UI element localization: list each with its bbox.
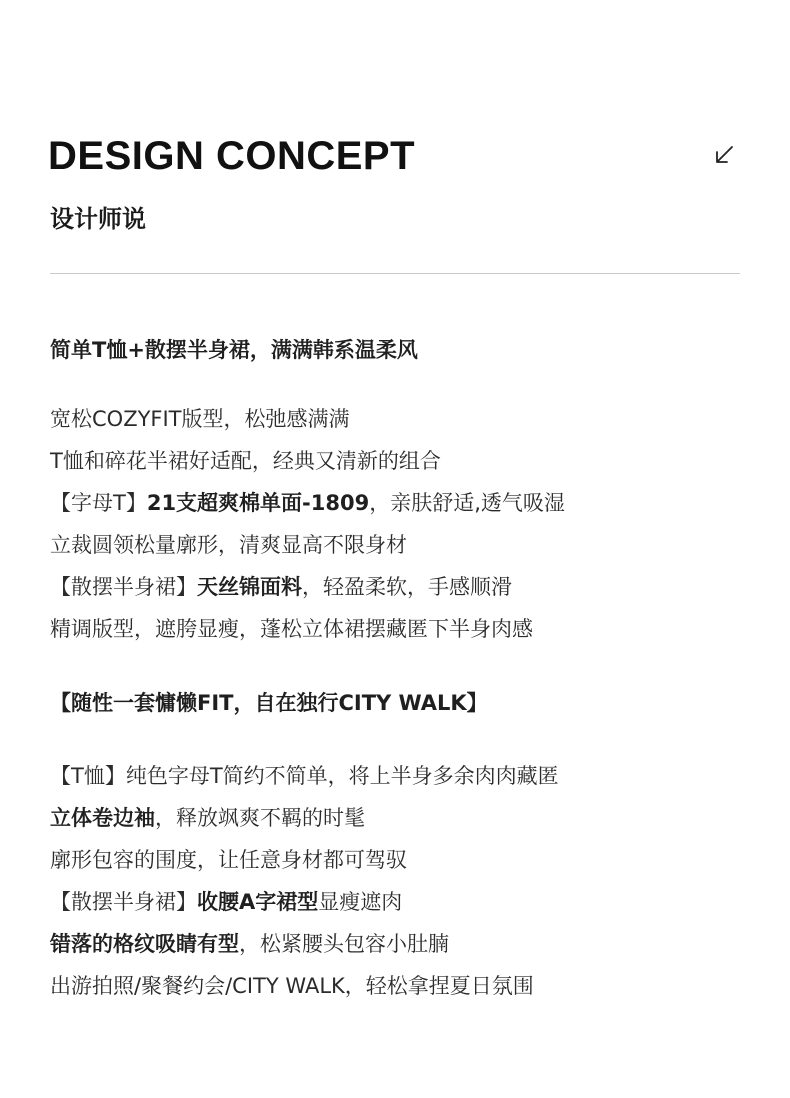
text-line: 【T恤】纯色字母T简约不简单，将上半身多余肉肉藏匿 [50, 764, 559, 788]
line-highlight: 立体卷边袖 [50, 806, 155, 830]
text-line: 精调版型，遮胯显瘦，蓬松立体裙摆藏匿下半身肉感 [50, 617, 533, 641]
text-line [50, 803, 365, 833]
section2-heading: 【随性一套慵懒FIT，自在独行CITY WALK】 [50, 691, 488, 715]
text-line [50, 887, 402, 917]
line-prefix: 【散摆半身裙】 [50, 575, 197, 599]
text-line [50, 488, 565, 518]
line-suffix: ，亲肤舒适,透气吸湿 [369, 491, 565, 515]
text-line: 出游拍照/聚餐约会/CITY WALK，轻松拿捏夏日氛围 [50, 974, 534, 998]
text-line: 立裁圆领松量廓形，清爽显高不限身材 [50, 533, 407, 557]
arrow-down-left-icon [712, 143, 736, 167]
text-line: 廓形包容的围度，让任意身材都可驾驭 [50, 848, 407, 872]
line-highlight: 收腰A字裙型 [197, 890, 319, 914]
text-line: 宽松COZYFIT版型，松弛感满满 [50, 407, 350, 431]
text-line [50, 572, 512, 602]
line-highlight: 21支超爽棉单面-1809 [146, 491, 370, 515]
text-line: T恤和碎花半裙好适配，经典又清新的组合 [50, 449, 441, 473]
divider [50, 273, 740, 274]
line-suffix: ，松紧腰头包容小肚腩 [239, 932, 449, 956]
section1-heading: 简单T恤+散摆半身裙，满满韩系温柔风 [50, 338, 418, 362]
line-prefix: 【字母T】 [50, 491, 147, 515]
line-prefix: 【散摆半身裙】 [50, 890, 197, 914]
line-highlight: 天丝锦面料 [197, 575, 302, 599]
page-title: DESIGN CONCEPT [48, 134, 416, 178]
page-subtitle: 设计师说 [50, 205, 146, 233]
line-suffix: ，释放飒爽不羁的时髦 [155, 806, 365, 830]
line-suffix: ，轻盈柔软，手感顺滑 [302, 575, 512, 599]
line-highlight: 错落的格纹吸睛有型 [50, 932, 239, 956]
line-suffix: 显瘦遮肉 [318, 890, 403, 914]
text-line [50, 929, 449, 959]
